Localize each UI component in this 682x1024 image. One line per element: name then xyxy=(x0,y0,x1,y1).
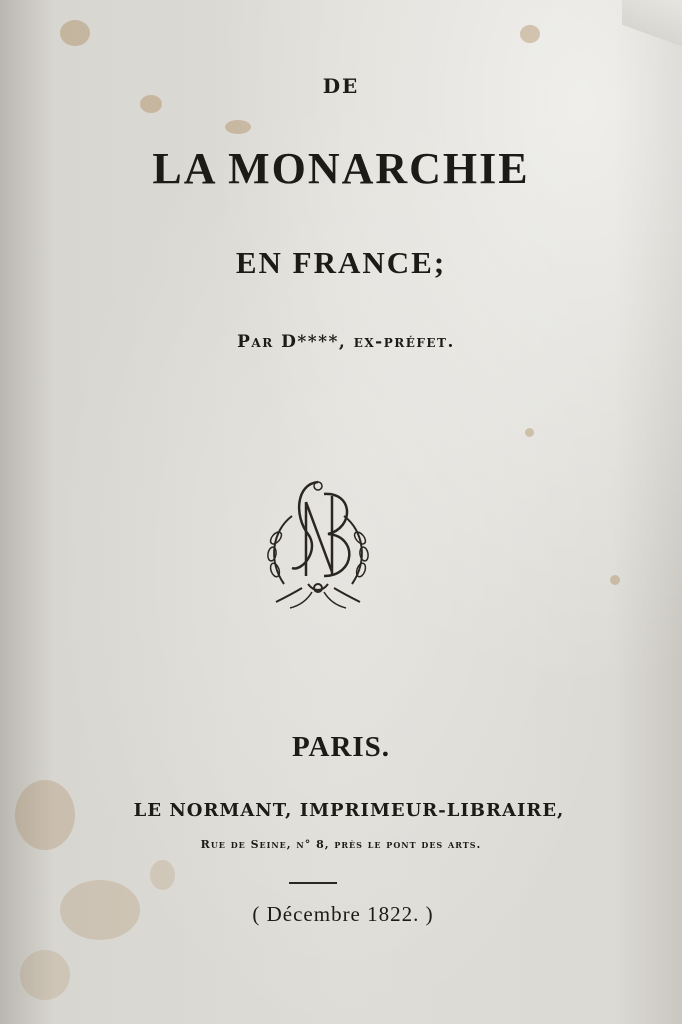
title-preposition: DE xyxy=(322,74,360,98)
divider-rule xyxy=(289,882,337,884)
foxing-spot xyxy=(225,120,251,134)
foxing-spot xyxy=(525,428,534,437)
foxing-spot xyxy=(20,950,70,1000)
folded-corner xyxy=(622,0,682,55)
imprint-city: PARIS. xyxy=(291,731,391,763)
imprint-address: Rue de Seine, n° 8, près le pont des arts. xyxy=(200,838,482,851)
page-title: LA MONARCHIE xyxy=(152,144,530,193)
foxing-spot xyxy=(610,575,620,585)
page-subtitle: EN FRANCE; xyxy=(235,245,447,280)
imprint-date: ( Décembre 1822. ) xyxy=(252,902,434,926)
foxing-spot xyxy=(520,25,540,43)
monogram-wreath-icon xyxy=(262,476,374,610)
author-line: Par D****, ex-préfet. xyxy=(237,332,455,352)
imprint-publisher: LE NORMANT, IMPRIMEUR-LIBRAIRE, xyxy=(133,800,565,821)
foxing-spot xyxy=(60,20,90,46)
foxing-spot xyxy=(150,860,175,890)
